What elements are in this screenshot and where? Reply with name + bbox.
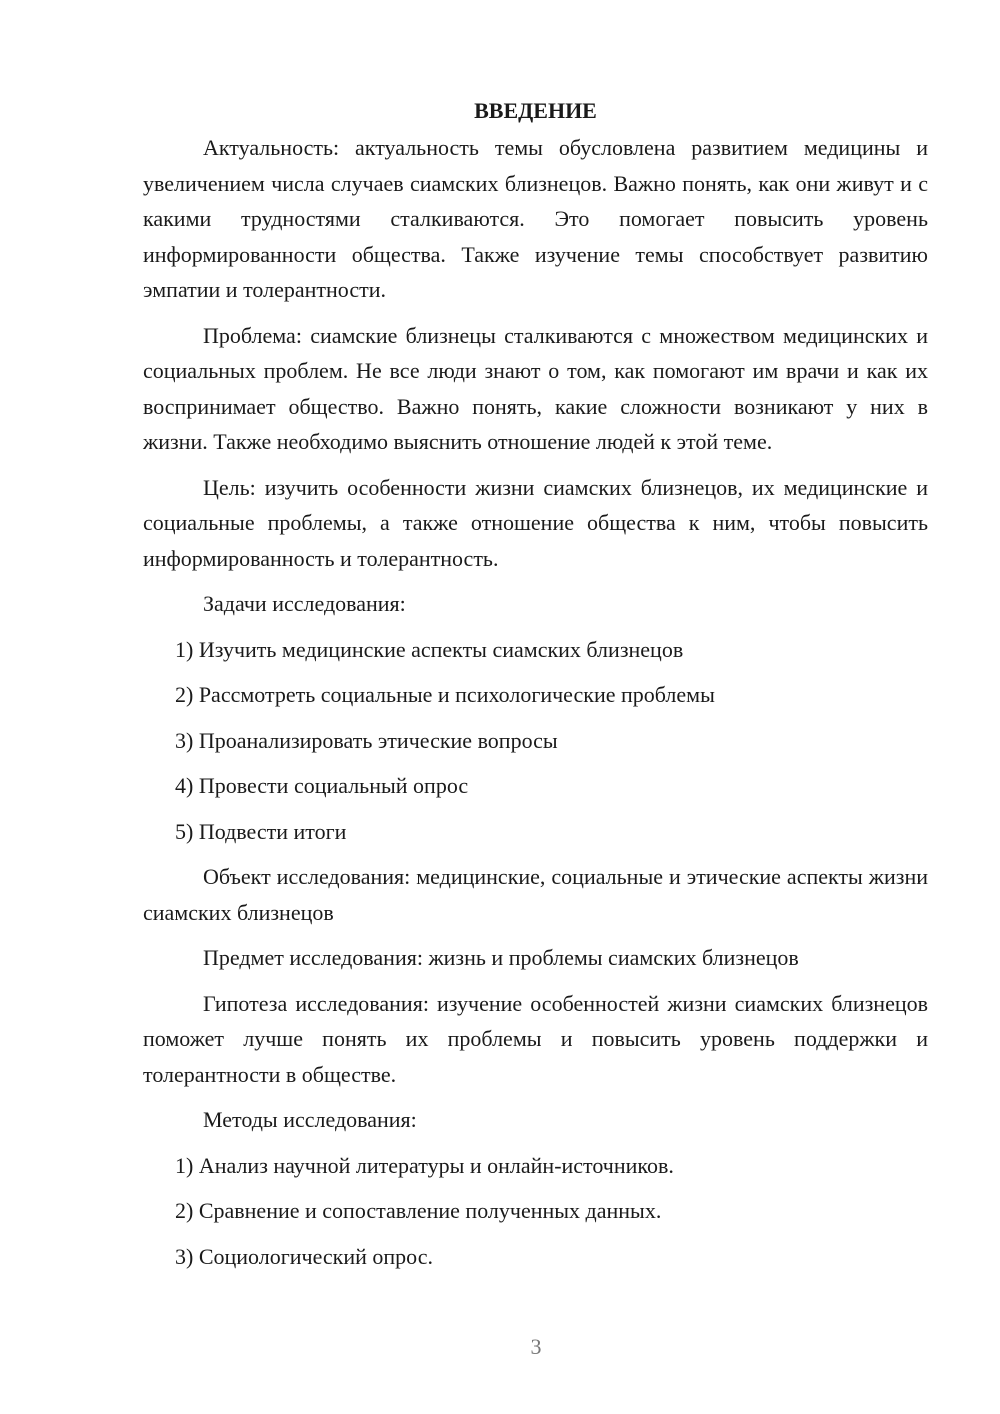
paragraph-problem: Проблема: сиамские близнецы сталкиваются с множеством медицинских и социальных проблем. Не все люди знают о том, как помогают им врачи и как их воспринимает общество. Важно понять, какие сложности возникают у них в жизни. Также необходимо выяснить отношение людей к этой теме. (143, 322, 928, 454)
section-title: ВВЕДЕНИЕ (474, 98, 597, 123)
list-item: 3) Социологический опрос. (175, 1243, 433, 1269)
tasks-list (143, 632, 928, 850)
paragraph-hypothesis: Гипотеза исследования: изучение особенностей жизни сиамских близнецов поможет лучше понять их проблемы и повысить уровень поддержки и толерантности в обществе. (143, 990, 928, 1087)
list-item: 1) Изучить медицинские аспекты сиамских близнецов (175, 636, 684, 662)
paragraph-goal: Цель: изучить особенности жизни сиамских близнецов, их медицинские и социальные проблемы, а также отношение общества к ним, чтобы повысить информированность и толерантность. (143, 474, 928, 571)
paragraph-relevance: Актуальность: актуальность темы обусловлена развитием медицины и увеличением числа случаев сиамских близнецов. Важно понять, как они живут и с какими трудностями сталкиваются. Это помогает повысить уровень информированности общества. Также изучение темы способствует развитию эмпатии и толерантности. (143, 135, 928, 302)
document-page (143, 96, 928, 1284)
paragraph-object: Объект исследования: медицинские, социальные и этические аспекты жизни сиамских близнецов (143, 864, 928, 925)
methods-list (143, 1148, 928, 1275)
list-item: 4) Провести социальный опрос (175, 773, 469, 798)
methods-heading: Методы исследования: (203, 1107, 417, 1132)
list-item: 3) Проанализировать этические вопросы (175, 727, 558, 753)
list-item: 5) Подвести итоги (175, 818, 347, 844)
list-item: 2) Сравнение и сопоставление полученных данных. (175, 1198, 662, 1223)
paragraph-subject: Предмет исследования: жизнь и проблемы сиамских близнецов (203, 945, 799, 970)
list-item: 2) Рассмотреть социальные и психологические проблемы (175, 682, 715, 707)
tasks-heading: Задачи исследования: (203, 591, 406, 616)
page-number: 3 (530, 1334, 542, 1359)
list-item: 1) Анализ научной литературы и онлайн-источников. (175, 1152, 674, 1178)
